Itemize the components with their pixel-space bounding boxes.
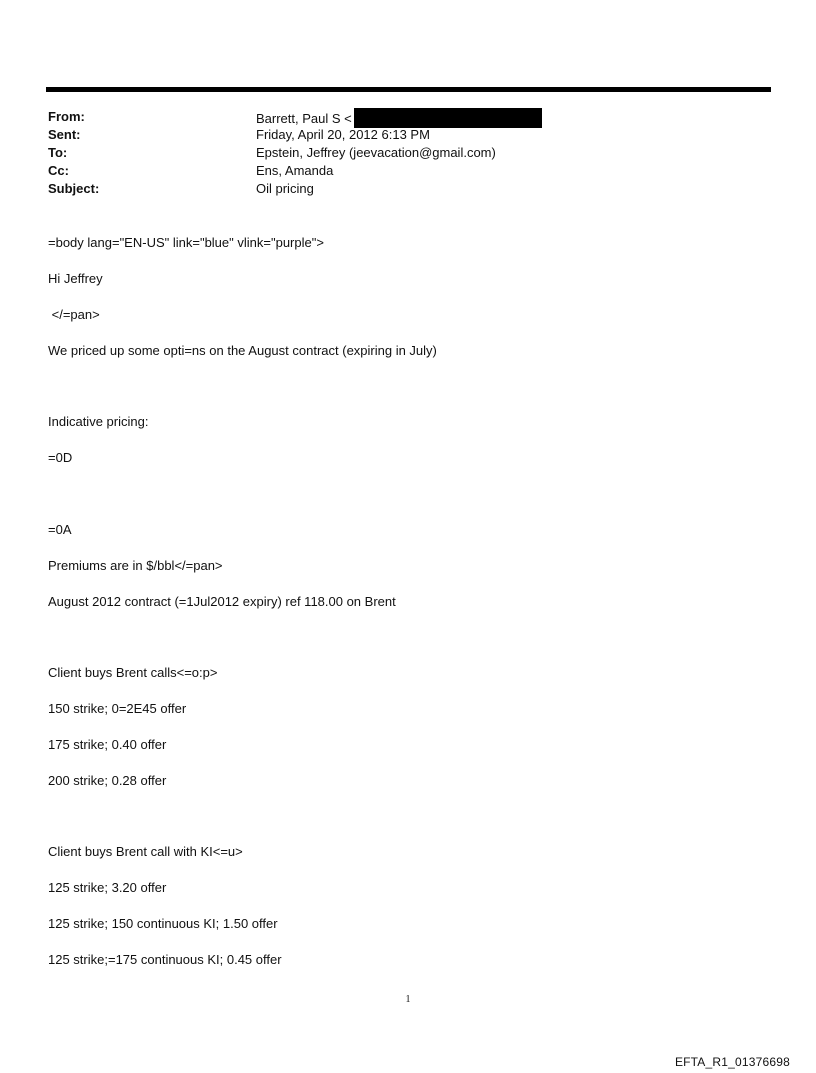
body-line: 125 strike;=175 continuous KI; 0.45 offer [48,952,282,967]
from-label: From: [48,109,85,124]
from-value [256,108,542,128]
body-line: 125 strike; 3.20 offer [48,880,167,895]
body-line: Client buys Brent calls<=o:p> [48,665,218,680]
body-line: 125 strike; 150 continuous KI; 1.50 offer [48,916,278,931]
body-line: =body lang="EN-US" link="blue" vlink="purple"> [48,235,324,250]
cc-label: Cc: [48,163,69,178]
subject-label: Subject: [48,181,100,196]
body-line: Client buys Brent call with KI<=u> [48,844,243,859]
body-line: Premiums are in $/bbl</=pan> [48,558,223,573]
redaction-box [354,108,542,128]
document-id: EFTA_R1_01376698 [674,1055,790,1069]
body-line: 175 strike; 0.40 offer [48,737,167,752]
from-name: Barrett, Paul S < [256,111,352,126]
body-line: =0D [48,450,73,465]
body-line: </=pan> [48,307,100,322]
sent-label: Sent: [48,127,81,142]
body-line: Indicative pricing: [48,414,149,429]
body-line: We priced up some opti=ns on the August contract (expiring in July) [48,343,437,358]
cc-value: Ens, Amanda [256,163,334,178]
body-line: 150 strike; 0=2E45 offer [48,701,187,716]
body-line: 200 strike; 0.28 offer [48,773,167,788]
page-number: 1 [405,994,411,1005]
to-label: To: [48,145,68,160]
body-line: =0A [48,522,72,537]
body-line: August 2012 contract (=1Jul2012 expiry) ref 118.00 on Brent [48,594,396,609]
to-value: Epstein, Jeffrey (jeevacation@gmail.com) [256,145,496,160]
header-rule [46,87,771,92]
subject-value: Oil pricing [256,181,314,196]
sent-value: Friday, April 20, 2012 6:13 PM [256,127,430,142]
body-line: Hi Jeffrey [48,271,103,286]
